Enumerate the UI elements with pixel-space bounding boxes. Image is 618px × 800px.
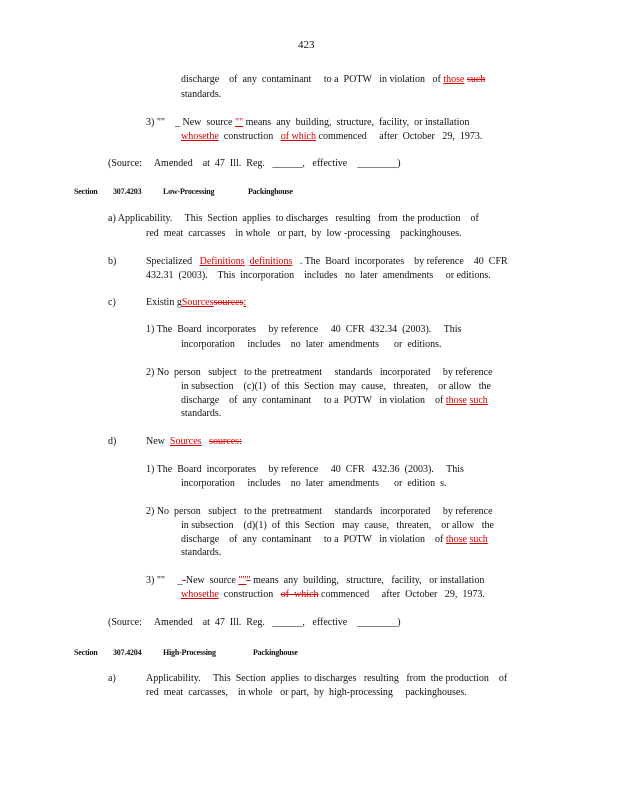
section-label: Section [74,187,98,196]
text-line: Specialized Definitions definitions . The Board incorporates by reference 40 CFR [146,256,508,267]
item-label: d) [108,436,117,447]
item-label: a) [108,673,116,684]
section-subtitle: Packinghouse [253,648,298,657]
section-subtitle: Packinghouse [248,187,293,196]
definition-new-source: 3) "" _-New source """ means any building, structure, facility, or installation [146,575,485,586]
text-line: 1) The Board incorporates by reference 40 CFR 432.36 (2003). This [146,464,464,475]
text-line: in subsection (c)(1) of this Section may cause, threaten, or allow the [181,381,491,392]
text-line: Applicability. This Section applies to discharges resulting from the production of [146,673,508,684]
text-line: incorporation includes no later amendments or edition s. [181,478,447,489]
section-number: 307.4203 [113,187,142,196]
text-line: New Sources sources: [146,436,242,447]
text-line: standards. [181,547,222,558]
section-title: Low-Processing [163,187,215,196]
text-line: 432.31 (2003). This incorporation includes no later amendments or editions. [146,270,491,281]
text-line: standards. [181,408,222,419]
text-line: 1) The Board incorporates by reference 40 CFR 432.34 (2003). This [146,324,462,335]
text-line: 2) No person subject to the pretreatment standards incorporated by reference [146,506,493,517]
text-line: discharge of any contaminant to a POTW in violation of those such [181,534,488,545]
text-line: standards. [181,89,222,100]
section-label: Section [74,648,98,657]
section-title: High-Processing [163,648,216,657]
page-number: 423 [298,39,315,51]
text-line: red meat carcasses in whole or part, by low -processing packinghouses. [146,228,462,239]
text-line: a) Applicability. This Section applies to discharges resulting from the production of [108,213,479,224]
text-line: whosethe construction of which commenced after October 29, 1973. [181,131,483,142]
source-note: (Source: Amended at 47 Ill. Reg. ______, effective ________) [108,617,401,628]
text-line: Existin gSourcessources: [146,297,247,308]
text-line: whosethe construction of which commenced after October 29, 1973. [181,589,485,600]
text-line: in subsection (d)(1) of this Section may cause, threaten, or allow the [181,520,494,531]
section-number: 307.4204 [113,648,142,657]
text-line: incorporation includes no later amendments or editions. [181,339,442,350]
item-label: c) [108,297,116,308]
text-line: red meat carcasses, in whole or part, by high-processing packinghouses. [146,687,467,698]
definition-new-source: 3) "" _ New source "" means any building, structure, facility, or installation [146,117,470,128]
text-line: discharge of any contaminant to a POTW in violation of those such [181,395,488,406]
text-line: 2) No person subject to the pretreatment standards incorporated by reference [146,367,493,378]
item-label: b) [108,256,117,267]
source-note: (Source: Amended at 47 Ill. Reg. ______, effective ________) [108,158,401,169]
text-line: discharge of any contaminant to a POTW in violation of those such [181,74,486,85]
